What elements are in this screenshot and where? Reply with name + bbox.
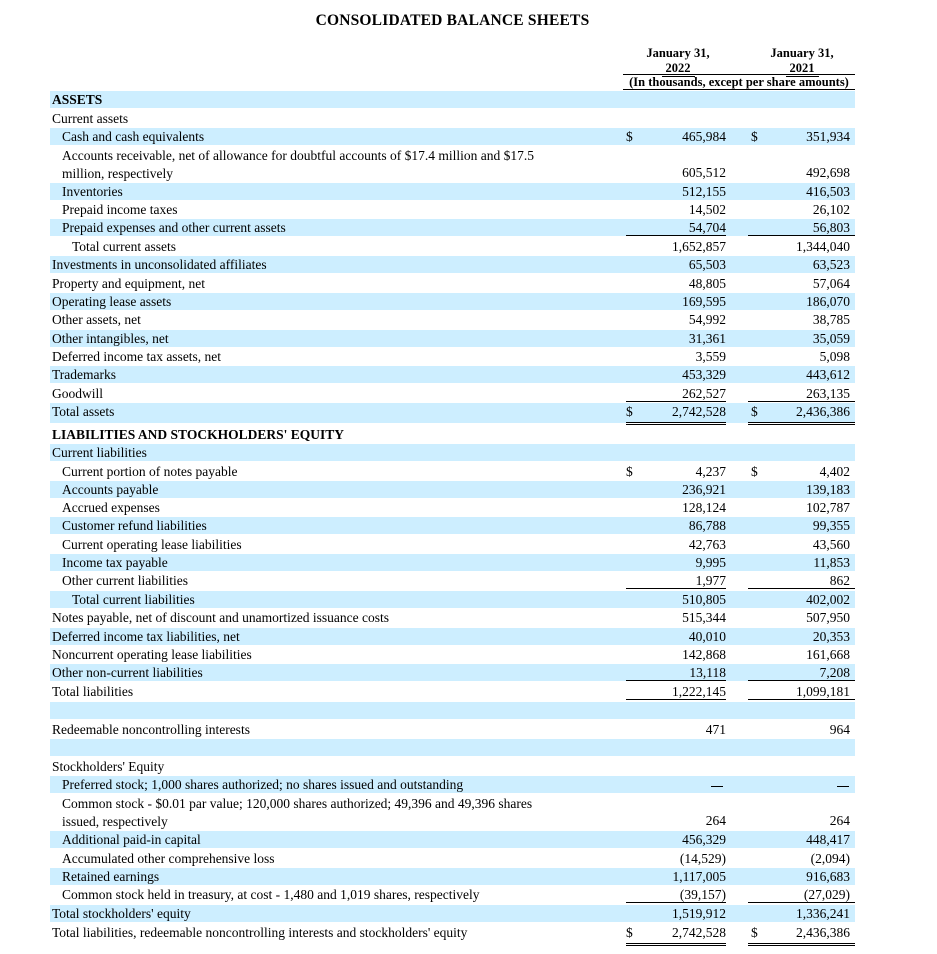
row-label: Current liabilities bbox=[52, 445, 147, 460]
value-2022: (39,157) bbox=[679, 887, 726, 902]
value-2022: 54,992 bbox=[688, 312, 726, 327]
row-label: Cash and cash equivalents bbox=[62, 129, 205, 144]
currency-symbol-2021: $ bbox=[751, 925, 758, 940]
value-2022: 13,118 bbox=[689, 665, 726, 680]
table-row bbox=[0, 664, 937, 681]
value-2021: 964 bbox=[829, 722, 850, 737]
table-row bbox=[0, 536, 937, 553]
row-label bbox=[62, 795, 532, 831]
value-2021: 99,355 bbox=[812, 518, 850, 533]
value-2021: 20,353 bbox=[812, 629, 850, 644]
value-2022: 31,361 bbox=[688, 331, 726, 346]
row-shading bbox=[50, 403, 855, 423]
value-2021: 916,683 bbox=[806, 869, 850, 884]
row-shading bbox=[50, 444, 855, 461]
row-label: Other current liabilities bbox=[62, 573, 188, 588]
table-row bbox=[0, 924, 937, 944]
total-underline-2021 bbox=[748, 588, 855, 589]
currency-symbol-2022: $ bbox=[626, 464, 633, 479]
value-2021: 1,344,040 bbox=[796, 239, 850, 254]
table-row bbox=[0, 219, 937, 236]
currency-symbol-2022: $ bbox=[626, 129, 633, 144]
row-label: Operating lease assets bbox=[52, 294, 172, 309]
value-2022: 515,344 bbox=[682, 610, 726, 625]
value-2022: 9,995 bbox=[695, 555, 726, 570]
value-2021: 2,436,386 bbox=[796, 404, 850, 419]
table-row bbox=[0, 591, 937, 608]
value-2022: 456,329 bbox=[682, 832, 726, 847]
value-2021: 7,208 bbox=[819, 665, 850, 680]
table-row bbox=[0, 348, 937, 365]
row-label: Stockholders' Equity bbox=[52, 759, 165, 774]
row-label: Property and equipment, net bbox=[52, 276, 205, 291]
row-label: Deferred income tax assets, net bbox=[52, 349, 222, 364]
row-shading bbox=[50, 739, 855, 756]
value-2022: 1,519,912 bbox=[672, 906, 726, 921]
table-row bbox=[0, 646, 937, 663]
row-label: Current operating lease liabilities bbox=[62, 537, 242, 552]
table-row bbox=[0, 183, 937, 200]
total-underline-2022 bbox=[626, 588, 726, 589]
row-shading bbox=[50, 330, 855, 347]
table-row bbox=[0, 256, 937, 273]
table-row bbox=[0, 481, 937, 498]
value-2022: 4,237 bbox=[695, 464, 726, 479]
value-2021: 161,668 bbox=[806, 647, 850, 662]
row-label: Total current assets bbox=[72, 239, 177, 254]
value-2022: 605,512 bbox=[682, 165, 726, 180]
row-label: Preferred stock; 1,000 shares authorized; no shares issued and outstanding bbox=[62, 777, 464, 792]
row-label: Total assets bbox=[52, 404, 115, 419]
row-shading bbox=[50, 91, 855, 108]
row-label: Goodwill bbox=[52, 386, 104, 401]
total-underline-2021 bbox=[748, 401, 855, 402]
value-2021: 492,698 bbox=[806, 165, 850, 180]
row-label: Current assets bbox=[52, 111, 129, 126]
value-2021: 402,002 bbox=[806, 592, 850, 607]
value-2021: 351,934 bbox=[806, 129, 850, 144]
row-label: LIABILITIES AND STOCKHOLDERS' EQUITY bbox=[52, 427, 344, 442]
row-label-line2: issued, respectively bbox=[62, 814, 168, 829]
column-header-2022-month: January 31, bbox=[646, 46, 710, 60]
table-row bbox=[0, 275, 937, 292]
row-label: Total liabilities bbox=[52, 684, 134, 699]
total-underline-2022 bbox=[626, 401, 726, 402]
value-2021: 5,098 bbox=[819, 349, 850, 364]
row-label: ASSETS bbox=[52, 92, 103, 107]
row-shading bbox=[50, 868, 855, 885]
value-2021: 186,070 bbox=[806, 294, 850, 309]
row-shading bbox=[50, 481, 855, 498]
row-label: Customer refund liabilities bbox=[62, 518, 207, 533]
value-2022: 236,921 bbox=[682, 482, 726, 497]
row-label: Trademarks bbox=[52, 367, 116, 382]
table-row bbox=[0, 463, 937, 480]
row-shading bbox=[50, 554, 855, 571]
row-label-line1: Common stock - $0.01 par value; 120,000 shares authorized; 49,396 and 49,396 shares bbox=[62, 796, 533, 811]
value-2021: 263,135 bbox=[806, 386, 850, 401]
currency-symbol-2021: $ bbox=[751, 129, 758, 144]
dash-value-2022 bbox=[711, 786, 723, 787]
column-header-2021-month: January 31, bbox=[770, 46, 834, 60]
table-row bbox=[0, 758, 937, 775]
table-row bbox=[0, 628, 937, 645]
value-2021: (2,094) bbox=[810, 851, 850, 866]
table-row bbox=[0, 609, 937, 626]
value-2021: 443,612 bbox=[806, 367, 850, 382]
table-row bbox=[0, 238, 937, 255]
value-2021: 862 bbox=[829, 573, 850, 588]
value-2022: 262,527 bbox=[682, 386, 726, 401]
value-2022: 1,222,145 bbox=[672, 684, 726, 699]
row-label: Accrued expenses bbox=[62, 500, 160, 515]
table-row bbox=[0, 426, 937, 443]
table-row bbox=[0, 110, 937, 127]
total-underline-2022 bbox=[626, 422, 726, 425]
value-2021: 507,950 bbox=[806, 610, 850, 625]
value-2022: 65,503 bbox=[688, 257, 726, 272]
value-2022: 169,595 bbox=[682, 294, 726, 309]
row-label: Redeemable noncontrolling interests bbox=[52, 722, 250, 737]
units-note: (In thousands, except per share amounts) bbox=[623, 74, 855, 90]
value-2022: 54,704 bbox=[688, 220, 726, 235]
row-label: Total liabilities, redeemable noncontrolling interests and stockholders' equity bbox=[52, 925, 468, 940]
value-2021: 57,064 bbox=[812, 276, 850, 291]
row-label: Income tax payable bbox=[62, 555, 168, 570]
column-header-2021-year: 2021 bbox=[786, 61, 819, 77]
value-2021: 416,503 bbox=[806, 184, 850, 199]
table-row bbox=[0, 201, 937, 218]
value-2022: 453,329 bbox=[682, 367, 726, 382]
row-label: Common stock held in treasury, at cost - 1,480 and 1,019 shares, respectively bbox=[62, 887, 480, 902]
total-underline-2022 bbox=[626, 680, 726, 681]
value-2021: 1,336,241 bbox=[796, 906, 850, 921]
value-2021: 1,099,181 bbox=[796, 684, 850, 699]
value-2021: 2,436,386 bbox=[796, 925, 850, 940]
value-2021: 139,183 bbox=[806, 482, 850, 497]
row-label-line2: million, respectively bbox=[62, 166, 173, 181]
value-2021: 102,787 bbox=[806, 500, 850, 515]
total-underline-2022 bbox=[626, 699, 726, 700]
value-2022: 3,559 bbox=[695, 349, 726, 364]
row-shading bbox=[50, 702, 855, 719]
value-2022: 465,984 bbox=[682, 129, 726, 144]
table-row bbox=[0, 499, 937, 516]
total-underline-2022 bbox=[626, 902, 726, 903]
currency-symbol-2022: $ bbox=[626, 925, 633, 940]
table-row bbox=[0, 683, 937, 700]
total-underline-2021 bbox=[748, 422, 855, 425]
row-label-line1: Accounts receivable, net of allowance for doubtful accounts of $17.4 million and $17.5 bbox=[62, 148, 534, 163]
table-row bbox=[0, 330, 937, 347]
value-2022: 42,763 bbox=[688, 537, 726, 552]
value-2021: 4,402 bbox=[819, 464, 850, 479]
value-2022: 2,742,528 bbox=[672, 925, 726, 940]
total-underline-2022 bbox=[626, 235, 726, 236]
value-2022: 40,010 bbox=[688, 629, 726, 644]
value-2021: 35,059 bbox=[812, 331, 850, 346]
row-label: Retained earnings bbox=[62, 869, 160, 884]
table-row bbox=[0, 91, 937, 108]
value-2022: 471 bbox=[705, 722, 726, 737]
table-row bbox=[0, 293, 937, 310]
table-row bbox=[0, 385, 937, 402]
column-header-2022-year: 2022 bbox=[662, 61, 695, 77]
value-2022: 1,652,857 bbox=[672, 239, 726, 254]
row-label: Investments in unconsolidated affiliates bbox=[52, 257, 267, 272]
value-2021: 63,523 bbox=[812, 257, 850, 272]
total-underline-2021 bbox=[748, 235, 855, 236]
table-row bbox=[0, 868, 937, 885]
table-row bbox=[0, 366, 937, 383]
value-2021: 264 bbox=[829, 813, 850, 828]
value-2022: 264 bbox=[705, 813, 726, 828]
table-row bbox=[0, 517, 937, 534]
table-row bbox=[0, 403, 937, 423]
value-2022: 86,788 bbox=[688, 518, 726, 533]
spacer-row bbox=[0, 739, 937, 756]
value-2022: 1,117,005 bbox=[672, 869, 726, 884]
row-label: Deferred income tax liabilities, net bbox=[52, 629, 240, 644]
row-shading bbox=[50, 183, 855, 200]
table-row bbox=[0, 905, 937, 922]
value-2022: 128,124 bbox=[682, 500, 726, 515]
value-2022: 1,977 bbox=[695, 573, 726, 588]
row-label: Current portion of notes payable bbox=[62, 464, 238, 479]
row-label: Additional paid-in capital bbox=[62, 832, 201, 847]
value-2022: 2,742,528 bbox=[672, 404, 726, 419]
table-row bbox=[0, 794, 937, 829]
table-row bbox=[0, 886, 937, 903]
row-label: Accumulated other comprehensive loss bbox=[62, 851, 275, 866]
row-label: Accounts payable bbox=[62, 482, 159, 497]
table-row bbox=[0, 572, 937, 589]
value-2021: 56,803 bbox=[812, 220, 850, 235]
value-2022: 510,805 bbox=[682, 592, 726, 607]
row-shading bbox=[50, 366, 855, 383]
total-underline-2022 bbox=[626, 943, 726, 946]
value-2021: (27,029) bbox=[803, 887, 850, 902]
currency-symbol-2021: $ bbox=[751, 464, 758, 479]
value-2022: 48,805 bbox=[688, 276, 726, 291]
table-row bbox=[0, 146, 937, 181]
table-row bbox=[0, 554, 937, 571]
value-2021: 38,785 bbox=[812, 312, 850, 327]
table-row bbox=[0, 721, 937, 738]
total-underline-2021 bbox=[748, 943, 855, 946]
row-label: Prepaid expenses and other current assets bbox=[62, 220, 286, 235]
row-label: Prepaid income taxes bbox=[62, 202, 178, 217]
column-header-2021 bbox=[748, 46, 856, 77]
row-label: Total current liabilities bbox=[72, 592, 195, 607]
table-row bbox=[0, 444, 937, 461]
row-label: Inventories bbox=[62, 184, 123, 199]
row-label bbox=[62, 147, 534, 183]
spacer-row bbox=[0, 702, 937, 719]
row-label: Other non-current liabilities bbox=[52, 665, 203, 680]
value-2022: 14,502 bbox=[688, 202, 726, 217]
row-label: Noncurrent operating lease liabilities bbox=[52, 647, 252, 662]
row-label: Notes payable, net of discount and unamortized issuance costs bbox=[52, 610, 390, 625]
statement-title: CONSOLIDATED BALANCE SHEETS bbox=[315, 12, 590, 29]
table-row bbox=[0, 831, 937, 848]
total-underline-2021 bbox=[748, 699, 855, 700]
value-2022: 512,155 bbox=[682, 184, 726, 199]
value-2021: 448,417 bbox=[806, 832, 850, 847]
value-2022: 142,868 bbox=[682, 647, 726, 662]
value-2022: (14,529) bbox=[679, 851, 726, 866]
table-row bbox=[0, 128, 937, 145]
value-2021: 43,560 bbox=[812, 537, 850, 552]
row-label: Other intangibles, net bbox=[52, 331, 169, 346]
currency-symbol-2021: $ bbox=[751, 404, 758, 419]
table-row bbox=[0, 311, 937, 328]
table-row bbox=[0, 850, 937, 867]
value-2021: 11,853 bbox=[813, 555, 850, 570]
column-header-2022 bbox=[624, 46, 732, 77]
value-2021: 26,102 bbox=[812, 202, 850, 217]
currency-symbol-2022: $ bbox=[626, 404, 633, 419]
dash-value-2021 bbox=[837, 786, 849, 787]
row-label: Other assets, net bbox=[52, 312, 141, 327]
row-label: Total stockholders' equity bbox=[52, 906, 191, 921]
total-underline-2021 bbox=[748, 902, 855, 903]
total-underline-2021 bbox=[748, 680, 855, 681]
table-row bbox=[0, 776, 937, 793]
